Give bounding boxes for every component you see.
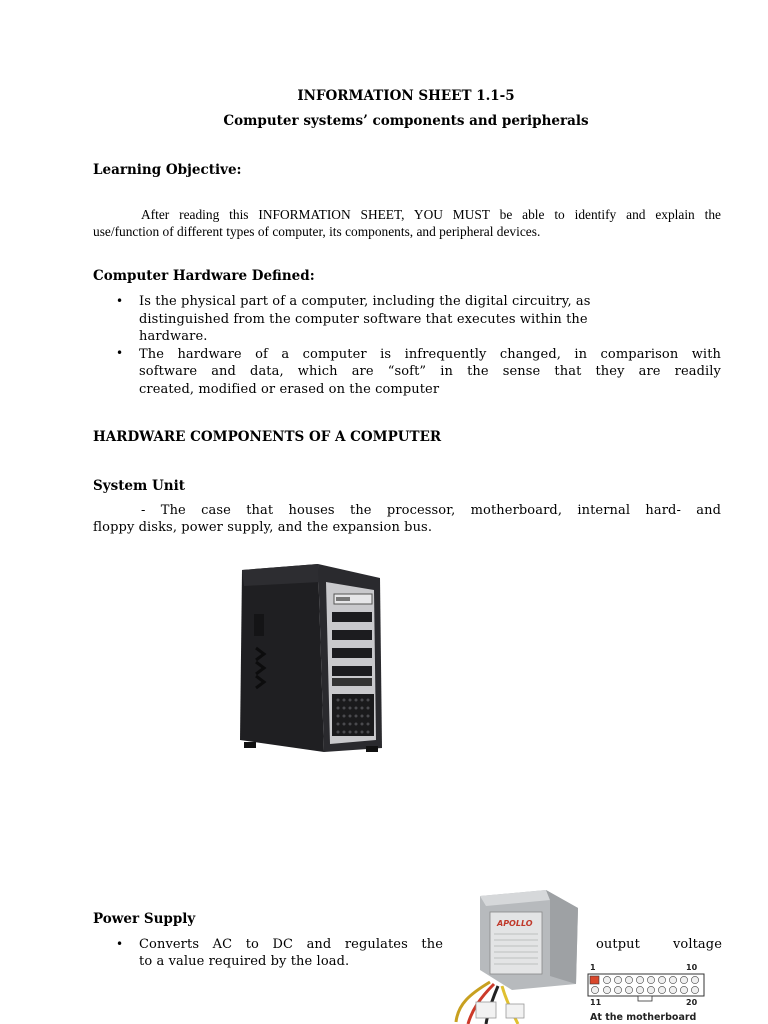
connector-caption: At the motherboard [590,1012,697,1023]
objective-line-1: After reading this INFORMATION SHEET, YOU MUST be able to identify and explain the [141,207,721,222]
learning-objective-heading: Learning Objective: [93,162,242,178]
power-supply-heading: Power Supply [93,911,196,927]
bullet-2-line-3: created, modified or erased on the computer [139,382,440,397]
bullet-2-line-1: The hardware of a computer is infrequently changed, in comparison with [139,347,721,362]
bullet-icon: • [116,346,124,360]
power-supply-line-1b: output voltage [596,937,722,952]
objective-line-2: use/function of different types of computer, its components, and peripheral devices. [93,224,541,239]
connector-pin-20-label: 20 [686,998,698,1007]
connector-pin-10-label: 10 [686,963,698,972]
sheet-title: INFORMATION SHEET 1.1-5 [297,88,515,104]
power-supply-line-1a: Converts AC to DC and regulates the [139,937,443,952]
bullet-1-line-3: hardware. [139,329,208,344]
power-supply-image [450,886,582,1024]
hardware-components-heading: HARDWARE COMPONENTS OF A COMPUTER [93,429,442,445]
bullet-icon: • [116,937,124,951]
system-unit-line-2: floppy disks, power supply, and the expansion bus. [93,520,433,535]
system-unit-heading: System Unit [93,478,185,494]
hardware-defined-heading: Computer Hardware Defined: [93,268,315,284]
computer-case-image [234,562,392,758]
motherboard-connector-diagram [586,960,708,1024]
power-supply-line-2: to a value required by the load. [139,954,350,969]
bullet-1-line-2: distinguished from the computer software that executes within the [139,312,588,327]
connector-pin-1-label: 1 [590,963,596,972]
psu-brand-label: APOLLO [497,919,533,928]
bullet-icon: • [116,294,124,308]
sheet-subtitle: Computer systems’ components and peripherals [223,113,589,129]
connector-pin-11-label: 11 [590,998,602,1007]
system-unit-line-1: - The case that houses the processor, motherboard, internal hard- and [141,503,721,518]
bullet-1-line-1: Is the physical part of a computer, including the digital circuitry, as [139,294,591,309]
bullet-2-line-2: software and data, which are “soft” in the sense that they are readily [139,364,721,379]
